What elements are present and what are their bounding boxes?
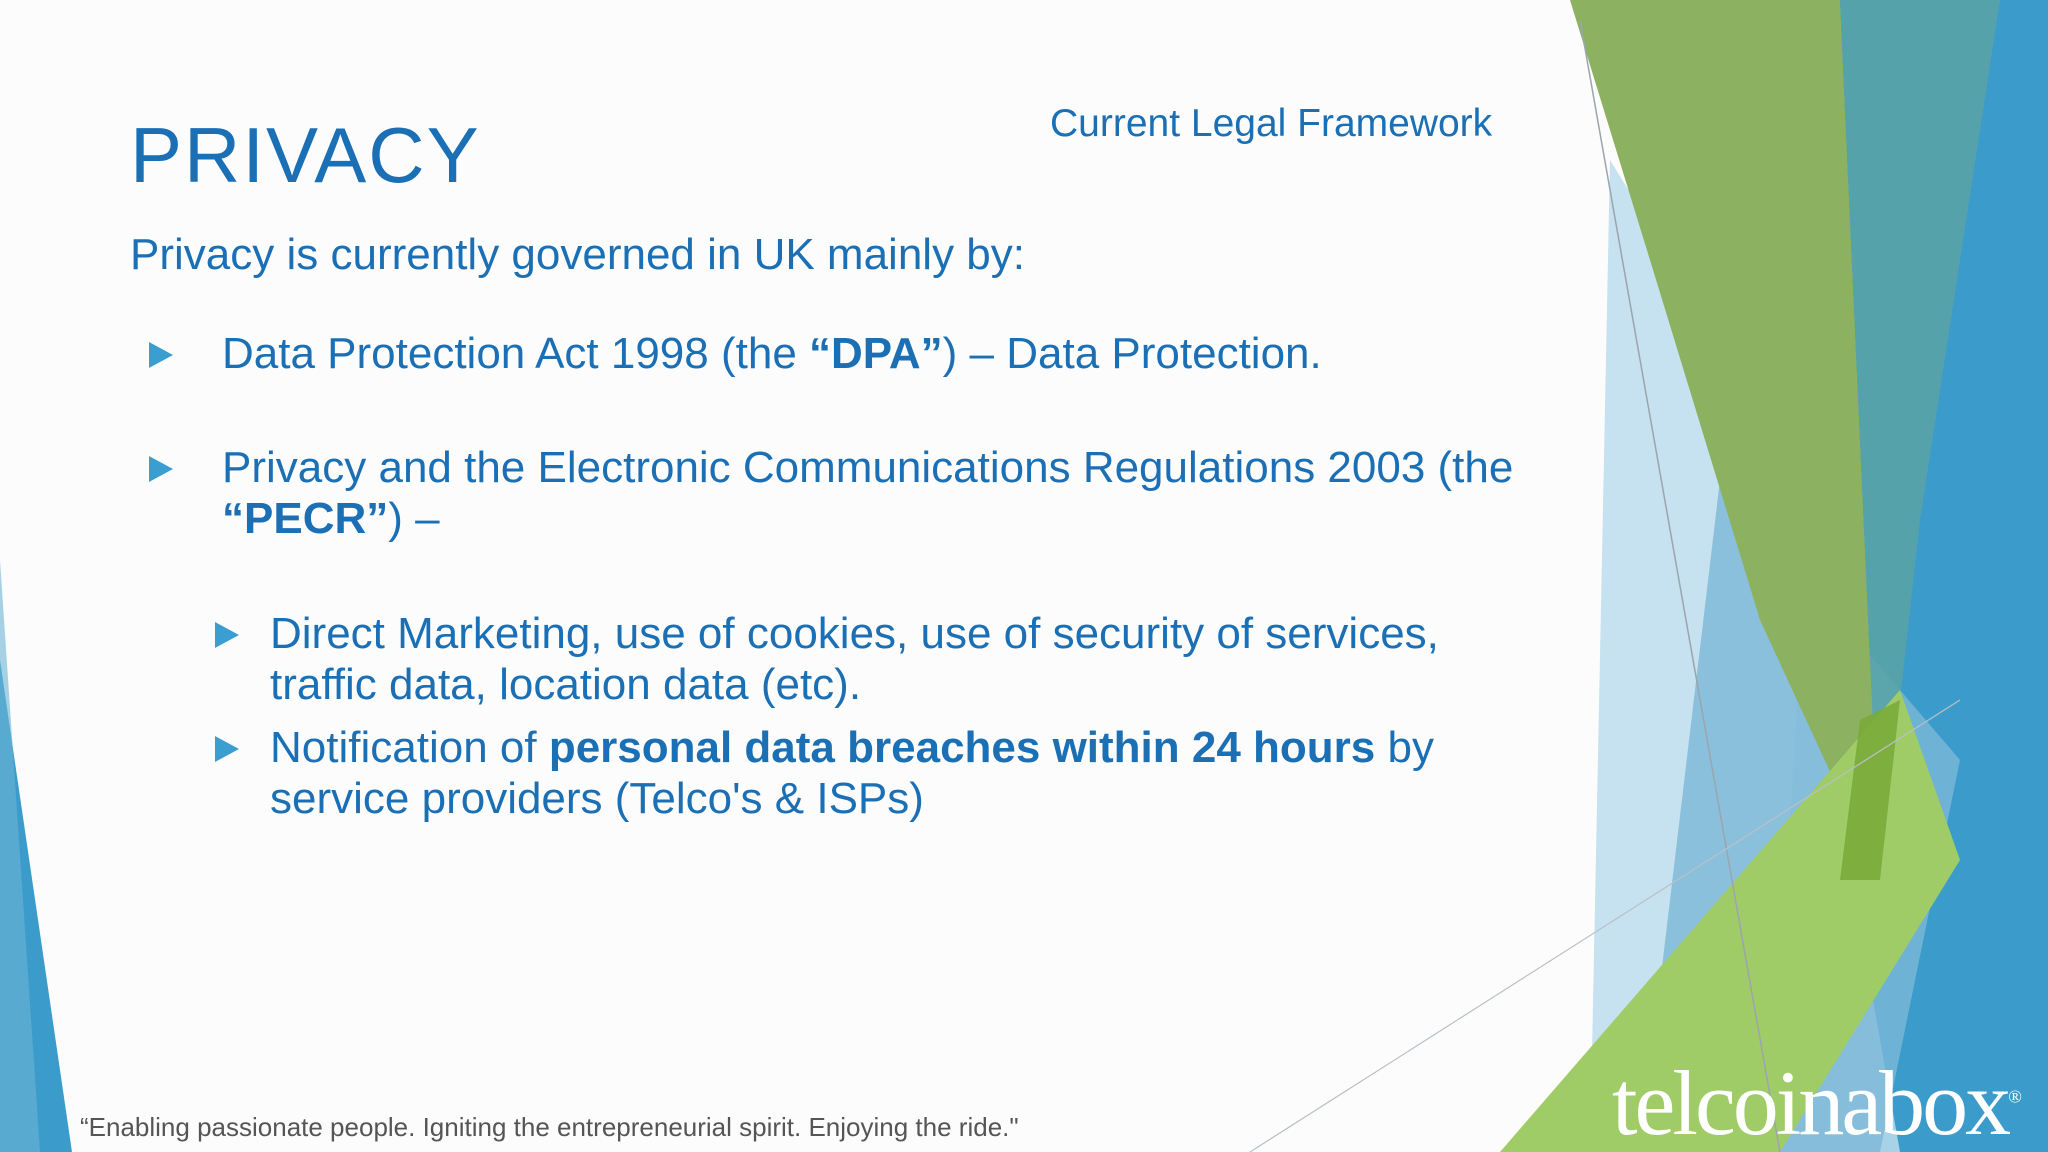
slide-title: PRIVACY — [130, 111, 481, 199]
bullet-arrow-icon — [149, 456, 173, 482]
logo-text: telcoinabox — [1612, 1052, 2009, 1152]
sub-bullet-text: Direct Marketing, use of cookies, use of security of services, traffic data, location data (etc). — [270, 609, 1439, 709]
intro-text: Privacy is currently governed in UK mainly by: — [130, 230, 1025, 279]
sub-bullet-text-suffix: by service providers (Telco's & ISPs) — [270, 723, 1434, 823]
bullet-pecr — [222, 442, 1522, 544]
bullet-text-bold: “DPA” — [809, 329, 943, 378]
footer-tagline: “Enabling passionate people. Igniting the entrepreneurial spirit. Enjoying the ride." — [80, 1112, 1019, 1142]
sub-bullet-direct-marketing — [270, 608, 1520, 710]
bullet-text-suffix: ) – — [388, 494, 440, 543]
bullet-arrow-icon — [215, 622, 239, 648]
telcoinabox-logo — [1612, 1050, 2022, 1152]
bullet-dpa — [222, 328, 1522, 379]
sub-bullet-text-bold: personal data breaches within 24 hours — [548, 723, 1376, 772]
bullet-text-bold: “PECR” — [222, 494, 389, 543]
registered-mark: ® — [2008, 1086, 2022, 1107]
sub-bullet-text-prefix: Notification of — [270, 723, 549, 772]
bullet-text-prefix: Data Protection Act 1998 (the — [222, 329, 810, 378]
bullet-arrow-icon — [149, 342, 173, 368]
section-subtitle: Current Legal Framework — [1050, 102, 1493, 145]
bullet-arrow-icon — [215, 736, 239, 762]
bullet-text-prefix: Privacy and the Electronic Communications Regulations 2003 (the — [222, 443, 1514, 492]
sub-bullet-breach-notification — [270, 722, 1520, 824]
bullet-text-suffix: ) – Data Protection. — [942, 329, 1322, 378]
